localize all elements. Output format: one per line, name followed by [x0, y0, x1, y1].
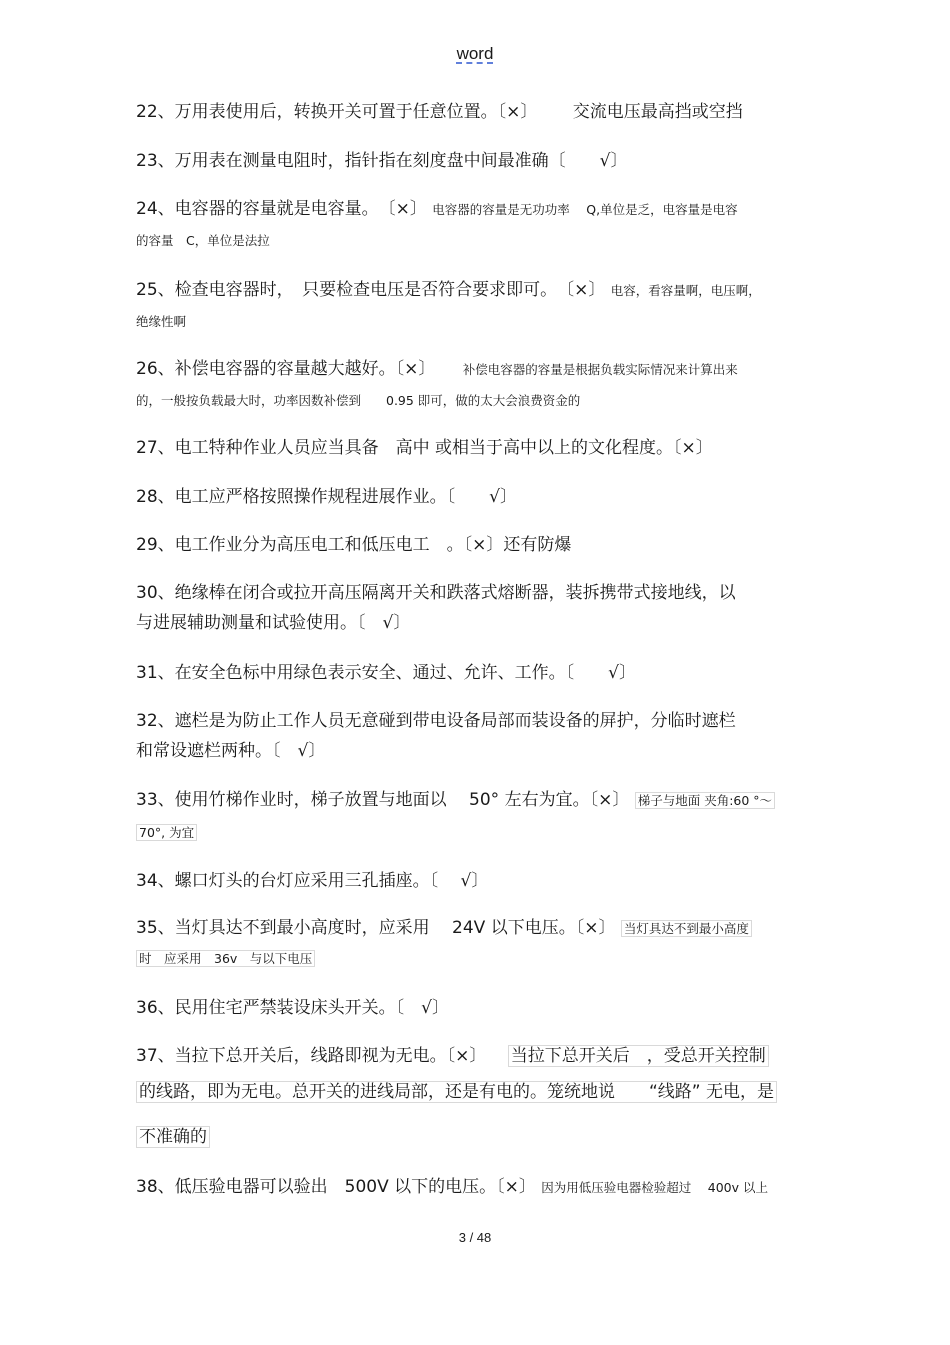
question-38-text: 38、低压验电器可以验出 500V 以下的电压。〔×〕	[136, 1177, 536, 1197]
question-32-line-1: 32、遮栏是为防止工作人员无意碰到带电设备局部而装设备的屏护，分临时遮栏	[136, 711, 736, 731]
question-29-text: 29、电工作业分为高压电工和低压电工 。〔×〕还有防爆	[136, 535, 572, 555]
question-29	[136, 534, 571, 556]
question-32-line-2: 和常设遮栏两种。〔 √〕	[136, 741, 326, 761]
question-37-note-line-2	[136, 1081, 777, 1103]
question-33-text: 33、使用竹梯作业时，梯子放置与地面以 50° 左右为宜。〔×〕	[136, 790, 630, 810]
document-header-title: word	[456, 44, 494, 63]
question-33-note-continued	[136, 822, 197, 844]
question-30-line-2: 与进展辅助测量和试验使用。〔 √〕	[136, 613, 411, 633]
question-33	[136, 789, 775, 812]
question-37	[136, 1045, 769, 1067]
question-23	[136, 150, 627, 172]
question-34-text: 34、螺口灯头的台灯应采用三孔插座。〔 √〕	[136, 871, 489, 891]
question-24-note: 电容器的容量是无功功率 Q,单位是乏，电容量是电容	[432, 202, 738, 217]
question-24-text: 24、电容器的容量就是电容量。 〔×〕	[136, 199, 427, 219]
question-33-note-continued-text: 70°, 为宜	[136, 824, 197, 841]
question-31	[136, 662, 636, 684]
question-35-note: 当灯具达不到最小高度	[621, 920, 752, 937]
question-27-text: 27、电工特种作业人员应当具备 高中 或相当于高中以上的文化程度。〔×〕	[136, 438, 713, 458]
question-37-note-line-2-text: 的线路，即为无电。总开关的进线局部，还是有电的。笼统地说 “线路” 无电，是	[136, 1081, 777, 1103]
question-23-text: 23、万用表在测量电阻时，指针指在刻度盘中间最准确〔 √〕	[136, 151, 628, 171]
question-28	[136, 486, 517, 508]
question-33-note: 梯子与地面 夹角:60 °～	[635, 792, 775, 809]
question-27	[136, 437, 713, 459]
question-34	[136, 870, 488, 892]
question-37-note-line-3-text: 不准确的	[136, 1126, 210, 1148]
question-37-text: 37、当拉下总开关后，线路即视为无电。〔×〕	[136, 1046, 487, 1066]
question-26-note: 补偿电容器的容量是根据负载实际情况来计算出来	[462, 362, 738, 377]
question-38-note: 因为用低压验电器检验超过 400v 以上	[541, 1180, 768, 1195]
question-24-note-continued: 的容量 C，单位是法拉	[136, 233, 270, 248]
question-35-note-continued	[136, 948, 315, 970]
question-36	[136, 997, 449, 1019]
question-35	[136, 917, 752, 940]
question-37-note-line-3	[136, 1126, 210, 1148]
question-25	[136, 279, 761, 302]
question-35-note-continued-text: 时 应采用 36v 与以下电压	[136, 950, 315, 967]
question-25-note-continued: 绝缘性啊	[136, 314, 187, 329]
question-26	[136, 358, 738, 381]
question-26-note-continued: 的，一般按负载最大时，功率因数补偿到 0.95 即可，做的太大会浪费资金的	[136, 393, 581, 408]
question-37-note: 当拉下总开关后 ，受总开关控制	[508, 1045, 769, 1067]
question-30-line-1: 30、绝缘棒在闭合或拉开高压隔离开关和跌落式熔断器，装拆携带式接地线，以	[136, 583, 736, 603]
question-22	[136, 101, 743, 123]
question-25-text: 25、检查电容器时， 只要检查电压是否符合要求即可。 〔×〕	[136, 280, 606, 300]
question-38	[136, 1176, 768, 1199]
question-36-text: 36、民用住宅严禁装设床头开关。〔 √〕	[136, 998, 449, 1018]
question-24	[136, 198, 738, 221]
question-35-text: 35、当灯具达不到最小高度时，应采用 24V 以下电压。〔×〕	[136, 918, 616, 938]
question-25-note: 电容，看容量啊，电压啊，	[610, 283, 761, 298]
question-22-note: 交流电压最高挡或空挡	[572, 102, 743, 122]
page-number: 3 / 48	[458, 1230, 492, 1245]
question-26-text: 26、补偿电容器的容量越大越好。〔×〕	[136, 359, 436, 379]
question-31-text: 31、在安全色标中用绿色表示安全、通过、允许、工作。〔 √〕	[136, 663, 636, 683]
question-28-text: 28、电工应严格按照操作规程进展作业。〔 √〕	[136, 487, 517, 507]
question-22-text: 22、万用表使用后，转换开关可置于任意位置。〔×〕	[136, 102, 538, 122]
